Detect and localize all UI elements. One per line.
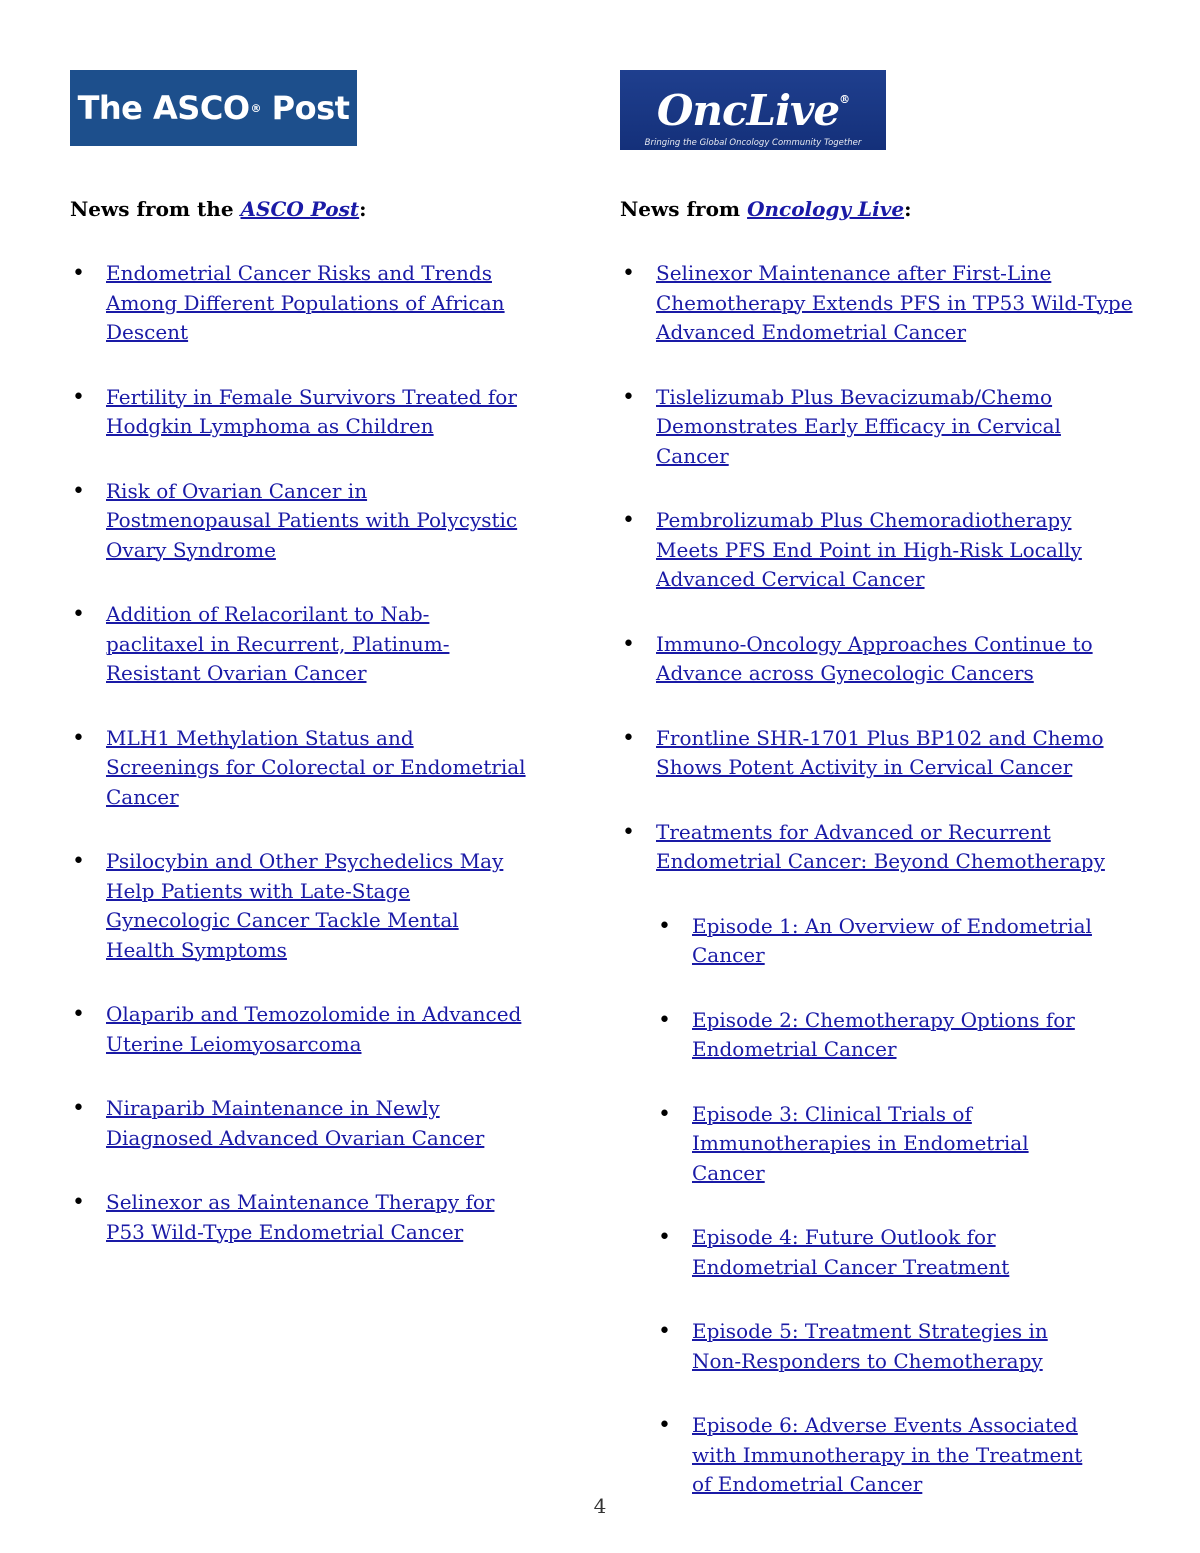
episode-link-6[interactable]: Episode 6: Adverse Events Associated with Immunotherapy in the Treatment of Endometrial Cancer [692,1413,1083,1496]
list-item [620,630,1134,689]
asco-article-link-9[interactable]: Selinexor as Maintenance Therapy for P53 Wild-Type Endometrial Cancer [106,1190,495,1244]
onclive-article-link-5[interactable]: Frontline SHR-1701 Plus BP102 and Chemo Shows Potent Activity in Cervical Cancer [656,725,1104,779]
list-item [620,259,1134,348]
episode-link-1[interactable]: Episode 1: An Overview of Endometrial Cancer [692,913,1092,967]
asco-article-link-4[interactable]: Addition of Relacorilant to Nab-paclitaxel in Recurrent, Platinum-Resistant Ovarian Cancer [106,602,450,685]
asco-heading-prefix: News from the [70,197,241,221]
onclive-logo-reg: ® [839,93,850,106]
onclive-logo-text: OncLive [656,86,840,135]
list-item [620,506,1134,595]
list-item [656,912,1102,971]
onclive-logo-tagline: Bringing the Global Oncology Community Together [644,138,862,148]
onclive-news-list [620,259,1134,1535]
list-item [70,259,526,348]
list-item [656,1223,1102,1282]
asco-article-link-8[interactable]: Niraparib Maintenance in Newly Diagnosed Advanced Ovarian Cancer [106,1096,485,1150]
asco-article-link-7[interactable]: Olaparib and Temozolomide in Advanced Uterine Leiomyosarcoma [106,1002,522,1056]
onclive-article-link-6[interactable]: Treatments for Advanced or Recurrent Endometrial Cancer: Beyond Chemotherapy [656,819,1105,873]
asco-news-list [70,259,526,1282]
asco-post-logo[interactable] [70,70,357,146]
asco-article-link-3[interactable]: Risk of Ovarian Cancer in Postmenopausal Patients with Polycystic Ovary Syndrome [106,478,518,562]
episode-link-3[interactable]: Episode 3: Clinical Trials of Immunotherapies in Endometrial Cancer [692,1101,1029,1185]
list-item [70,600,526,689]
onclive-article-link-2[interactable]: Tislelizumab Plus Bevacizumab/Chemo Demonstrates Early Efficacy in Cervical Cancer [656,384,1061,468]
list-item [656,1411,1102,1500]
list-item [70,1094,526,1153]
asco-heading-suffix: : [359,197,367,221]
onclive-article-link-3[interactable]: Pembrolizumab Plus Chemoradiotherapy Meets PFS End Point in High-Risk Locally Advanced Cervical Cancer [656,508,1082,591]
list-item [70,724,526,813]
list-item [656,1006,1102,1065]
onclive-heading-prefix: News from [620,197,748,221]
list-item [656,1100,1102,1189]
onclive-article-link-1[interactable]: Selinexor Maintenance after First-Line Chemotherapy Extends PFS in TP53 Wild-Type Advanced Endometrial Cancer [656,261,1133,344]
asco-article-link-6[interactable]: Psilocybin and Other Psychedelics May Help Patients with Late-Stage Gynecologic Cancer Tackle Mental Health Symptoms [106,849,504,962]
asco-logo-reg: ® [250,101,262,115]
asco-logo-text-2: Post [271,89,350,127]
episode-link-4[interactable]: Episode 4: Future Outlook for Endometrial Cancer Treatment [692,1225,1010,1279]
onclive-heading [620,195,911,223]
list-item [70,477,526,566]
episode-list [656,912,1134,1500]
onclive-logo-brand [620,70,886,137]
asco-logo-text: The ASCO [77,89,250,127]
list-item [656,1317,1102,1376]
asco-post-link[interactable]: ASCO Post [240,197,360,221]
episode-link-2[interactable]: Episode 2: Chemotherapy Options for Endometrial Cancer [692,1007,1075,1061]
list-item [620,818,1134,1500]
list-item [620,724,1134,783]
asco-article-link-1[interactable]: Endometrial Cancer Risks and Trends Among Different Populations of African Descent [106,261,505,344]
onclive-logo[interactable] [620,70,886,150]
list-item [70,383,526,442]
page-number: 4 [593,1494,607,1518]
list-item [70,1188,526,1247]
list-item [70,847,526,965]
onclive-article-link-4[interactable]: Immuno-Oncology Approaches Continue to Advance across Gynecologic Cancers [656,631,1093,685]
list-item [620,383,1134,472]
asco-article-link-2[interactable]: Fertility in Female Survivors Treated for Hodgkin Lymphoma as Children [106,384,517,438]
episode-link-5[interactable]: Episode 5: Treatment Strategies in Non-Responders to Chemotherapy [692,1319,1048,1373]
list-item [70,1000,526,1059]
oncology-live-link[interactable]: Oncology Live [747,197,905,221]
onclive-heading-suffix: : [904,197,912,221]
asco-article-link-5[interactable]: MLH1 Methylation Status and Screenings for Colorectal or Endometrial Cancer [106,725,526,809]
asco-heading [70,195,367,223]
